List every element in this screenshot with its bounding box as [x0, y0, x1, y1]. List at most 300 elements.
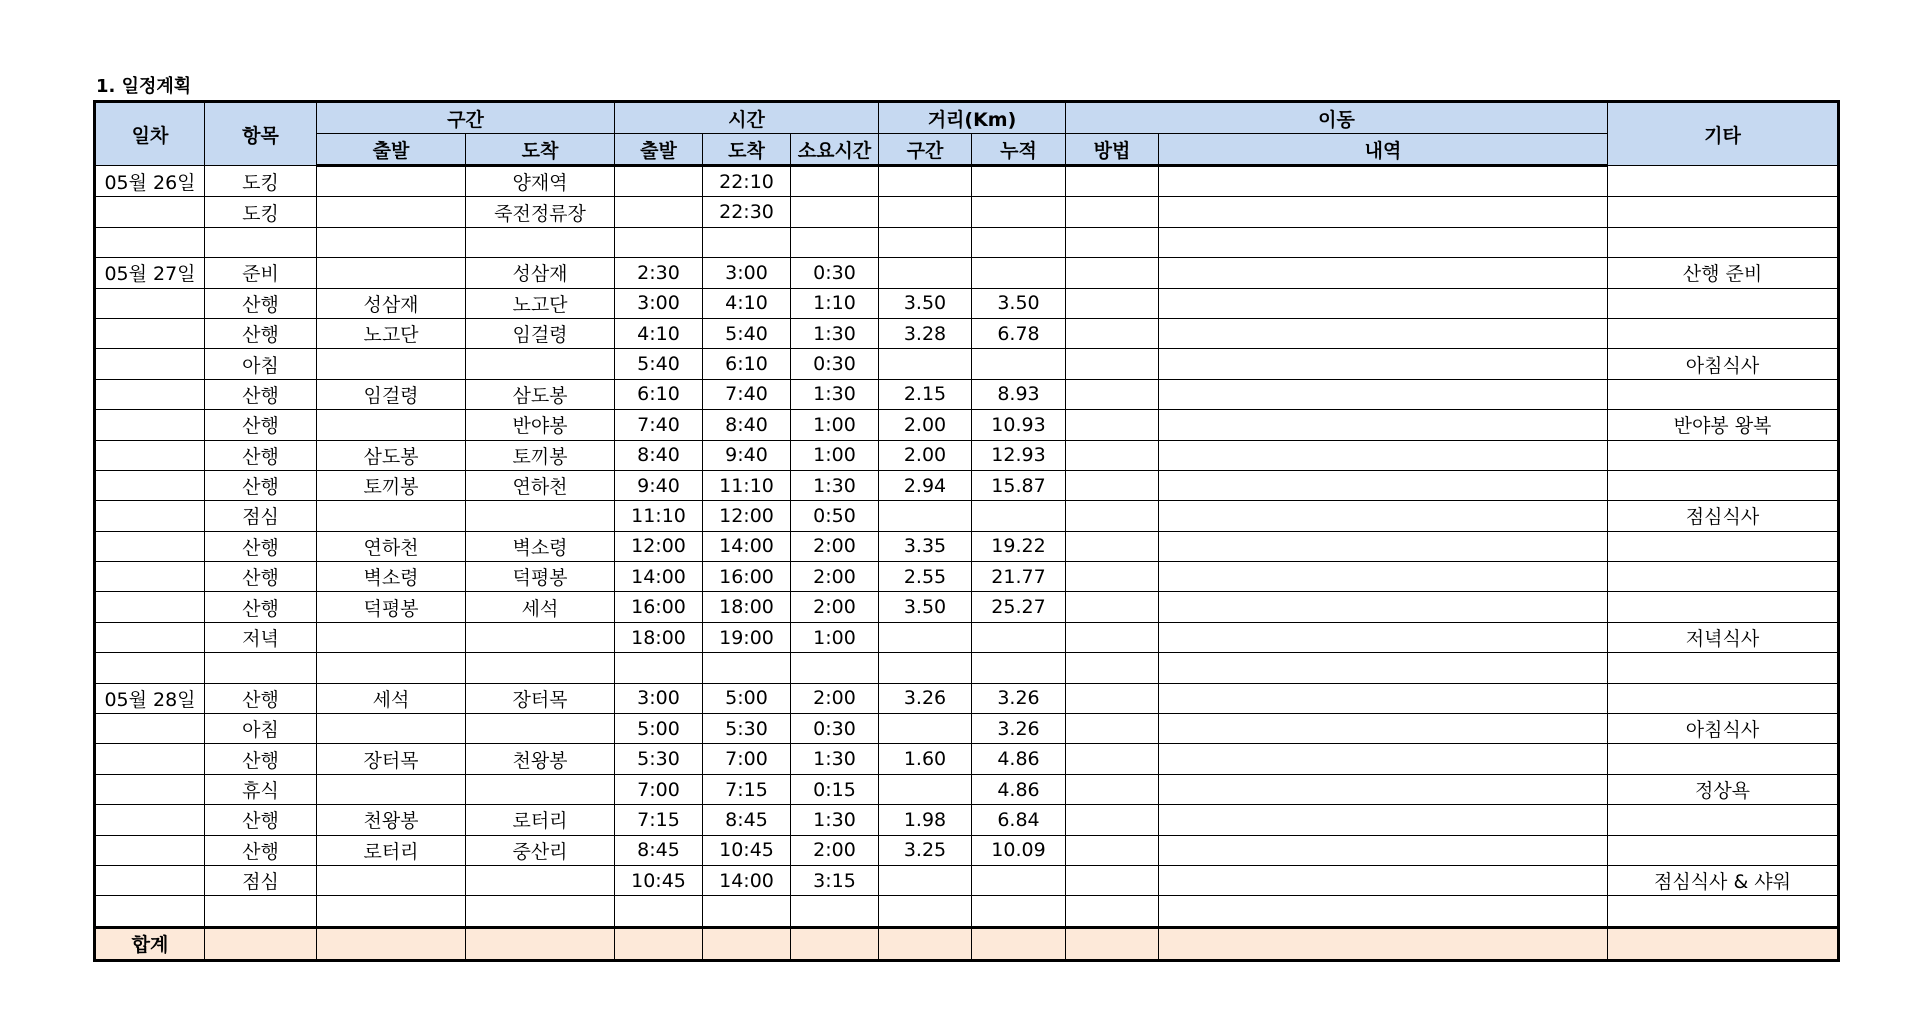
distance-cell — [879, 227, 972, 257]
time-arrive-cell: 5:00 — [703, 683, 791, 713]
cumulative-cell: 12.93 — [972, 440, 1066, 470]
time-depart-cell: 7:40 — [615, 410, 703, 440]
item-cell — [205, 227, 317, 257]
time-arrive-cell: 5:30 — [703, 714, 791, 744]
duration-cell: 3:15 — [791, 865, 879, 895]
table-row — [95, 531, 1839, 561]
to-cell: 로터리 — [466, 805, 615, 835]
time-arrive-cell — [703, 227, 791, 257]
detail-cell — [1159, 896, 1608, 927]
duration-cell: 2:00 — [791, 835, 879, 865]
to-cell: 임걸령 — [466, 318, 615, 348]
item-cell: 준비 — [205, 258, 317, 288]
time-depart-cell: 6:10 — [615, 379, 703, 409]
method-cell — [1066, 865, 1159, 895]
detail-cell — [1159, 865, 1608, 895]
from-cell: 덕평봉 — [317, 592, 466, 622]
cumulative-cell — [972, 501, 1066, 531]
duration-cell: 2:00 — [791, 531, 879, 561]
day-cell — [95, 622, 205, 652]
time-depart-cell: 8:40 — [615, 440, 703, 470]
detail-cell — [1159, 835, 1608, 865]
day-cell — [95, 288, 205, 318]
item-cell: 휴식 — [205, 774, 317, 804]
method-cell — [1066, 622, 1159, 652]
time-depart-cell: 2:30 — [615, 258, 703, 288]
note-cell — [1608, 653, 1839, 683]
header-time-arrive: 도착 — [703, 134, 791, 166]
distance-cell: 3.28 — [879, 318, 972, 348]
header-time-depart: 출발 — [615, 134, 703, 166]
from-cell — [317, 865, 466, 895]
time-arrive-cell: 4:10 — [703, 288, 791, 318]
detail-cell — [1159, 288, 1608, 318]
item-cell — [205, 653, 317, 683]
item-cell: 산행 — [205, 562, 317, 592]
distance-cell: 3.25 — [879, 835, 972, 865]
distance-cell: 2.55 — [879, 562, 972, 592]
to-cell — [466, 501, 615, 531]
method-cell — [1066, 318, 1159, 348]
cumulative-cell — [972, 622, 1066, 652]
cumulative-cell — [972, 896, 1066, 927]
time-arrive-cell: 6:10 — [703, 349, 791, 379]
table-row — [95, 653, 1839, 683]
note-cell: 아침식사 — [1608, 349, 1839, 379]
time-arrive-cell: 7:00 — [703, 744, 791, 774]
time-depart-cell: 7:00 — [615, 774, 703, 804]
detail-cell — [1159, 653, 1608, 683]
day-cell — [95, 562, 205, 592]
section-title: 1. 일정계획 — [96, 76, 192, 97]
to-cell: 중산리 — [466, 835, 615, 865]
from-cell — [317, 501, 466, 531]
time-arrive-cell: 11:10 — [703, 470, 791, 500]
to-cell: 덕평봉 — [466, 562, 615, 592]
item-cell: 산행 — [205, 805, 317, 835]
item-cell: 산행 — [205, 531, 317, 561]
table-row — [95, 288, 1839, 318]
item-cell: 산행 — [205, 683, 317, 713]
from-cell — [317, 197, 466, 227]
distance-cell: 2.94 — [879, 470, 972, 500]
cumulative-cell — [972, 258, 1066, 288]
time-arrive-cell — [703, 896, 791, 927]
from-cell — [317, 653, 466, 683]
method-cell — [1066, 379, 1159, 409]
day-cell — [95, 410, 205, 440]
header-transport-method: 방법 — [1066, 134, 1159, 166]
detail-cell — [1159, 440, 1608, 470]
day-cell — [95, 318, 205, 348]
day-cell — [95, 349, 205, 379]
from-cell: 성삼재 — [317, 288, 466, 318]
header-transport: 이동 — [1066, 102, 1608, 134]
distance-cell: 3.35 — [879, 531, 972, 561]
note-cell — [1608, 683, 1839, 713]
time-depart-cell: 16:00 — [615, 592, 703, 622]
to-cell — [466, 865, 615, 895]
from-cell — [317, 258, 466, 288]
to-cell: 세석 — [466, 592, 615, 622]
distance-cell — [879, 501, 972, 531]
duration-cell: 2:00 — [791, 683, 879, 713]
time-depart-cell: 8:45 — [615, 835, 703, 865]
detail-cell — [1159, 805, 1608, 835]
time-arrive-cell — [703, 653, 791, 683]
item-cell: 도킹 — [205, 197, 317, 227]
to-cell — [466, 774, 615, 804]
table-row — [95, 440, 1839, 470]
table-row — [95, 562, 1839, 592]
duration-cell: 0:15 — [791, 774, 879, 804]
header-item: 항목 — [205, 102, 317, 166]
detail-cell — [1159, 744, 1608, 774]
header-distance-segment: 구간 — [879, 134, 972, 166]
distance-cell — [879, 714, 972, 744]
method-cell — [1066, 440, 1159, 470]
note-cell — [1608, 197, 1839, 227]
table-row — [95, 714, 1839, 744]
to-cell — [466, 896, 615, 927]
day-cell — [95, 440, 205, 470]
duration-cell — [791, 197, 879, 227]
distance-cell — [879, 896, 972, 927]
from-cell — [317, 227, 466, 257]
duration-cell: 1:30 — [791, 805, 879, 835]
table-row — [95, 592, 1839, 622]
table-row — [95, 835, 1839, 865]
day-cell — [95, 379, 205, 409]
duration-cell — [791, 227, 879, 257]
table-row — [95, 501, 1839, 531]
duration-cell: 2:00 — [791, 592, 879, 622]
note-cell — [1608, 562, 1839, 592]
day-cell — [95, 227, 205, 257]
distance-cell — [879, 653, 972, 683]
cumulative-cell: 25.27 — [972, 592, 1066, 622]
item-cell: 점심 — [205, 501, 317, 531]
distance-cell: 2.00 — [879, 440, 972, 470]
detail-cell — [1159, 166, 1608, 197]
table-row — [95, 865, 1839, 895]
time-depart-cell: 9:40 — [615, 470, 703, 500]
distance-cell — [879, 622, 972, 652]
method-cell — [1066, 501, 1159, 531]
day-cell — [95, 197, 205, 227]
time-arrive-cell: 16:00 — [703, 562, 791, 592]
to-cell — [466, 714, 615, 744]
detail-cell — [1159, 379, 1608, 409]
method-cell — [1066, 410, 1159, 440]
header-time: 시간 — [615, 102, 879, 134]
from-cell: 노고단 — [317, 318, 466, 348]
header-time-duration: 소요시간 — [791, 134, 879, 166]
detail-cell — [1159, 592, 1608, 622]
time-depart-cell: 3:00 — [615, 683, 703, 713]
cumulative-cell: 6.78 — [972, 318, 1066, 348]
to-cell — [466, 227, 615, 257]
time-depart-cell: 10:45 — [615, 865, 703, 895]
day-cell: 05월 27일 — [95, 258, 205, 288]
detail-cell — [1159, 197, 1608, 227]
method-cell — [1066, 531, 1159, 561]
note-cell — [1608, 835, 1839, 865]
day-cell — [95, 592, 205, 622]
table-row — [95, 744, 1839, 774]
time-depart-cell — [615, 166, 703, 197]
from-cell: 삼도봉 — [317, 440, 466, 470]
header-segment-depart: 출발 — [317, 134, 466, 166]
to-cell — [466, 349, 615, 379]
note-cell — [1608, 592, 1839, 622]
to-cell: 토끼봉 — [466, 440, 615, 470]
to-cell: 양재역 — [466, 166, 615, 197]
from-cell — [317, 410, 466, 440]
table-row — [95, 379, 1839, 409]
day-cell — [95, 744, 205, 774]
note-cell: 저녁식사 — [1608, 622, 1839, 652]
time-arrive-cell: 3:00 — [703, 258, 791, 288]
method-cell — [1066, 288, 1159, 318]
detail-cell — [1159, 683, 1608, 713]
method-cell — [1066, 258, 1159, 288]
time-depart-cell: 7:15 — [615, 805, 703, 835]
header-day: 일차 — [95, 102, 205, 166]
to-cell — [466, 653, 615, 683]
schedule-table — [93, 100, 1840, 962]
note-cell — [1608, 379, 1839, 409]
item-cell: 아침 — [205, 714, 317, 744]
duration-cell: 0:50 — [791, 501, 879, 531]
duration-cell — [791, 166, 879, 197]
from-cell: 천왕봉 — [317, 805, 466, 835]
cumulative-cell: 19.22 — [972, 531, 1066, 561]
distance-cell — [879, 258, 972, 288]
note-cell: 산행 준비 — [1608, 258, 1839, 288]
distance-cell: 3.50 — [879, 288, 972, 318]
cumulative-cell — [972, 865, 1066, 895]
to-cell: 연하천 — [466, 470, 615, 500]
from-cell: 임걸령 — [317, 379, 466, 409]
distance-cell: 2.15 — [879, 379, 972, 409]
table-row — [95, 683, 1839, 713]
cumulative-cell: 10.93 — [972, 410, 1066, 440]
method-cell — [1066, 470, 1159, 500]
item-cell: 산행 — [205, 592, 317, 622]
time-depart-cell: 4:10 — [615, 318, 703, 348]
table-body — [95, 166, 1839, 928]
time-depart-cell: 5:00 — [615, 714, 703, 744]
duration-cell: 1:00 — [791, 410, 879, 440]
note-cell — [1608, 470, 1839, 500]
cumulative-cell: 15.87 — [972, 470, 1066, 500]
day-cell: 05월 28일 — [95, 683, 205, 713]
time-depart-cell: 18:00 — [615, 622, 703, 652]
from-cell — [317, 622, 466, 652]
from-cell: 벽소령 — [317, 562, 466, 592]
cumulative-cell: 4.86 — [972, 774, 1066, 804]
day-cell — [95, 714, 205, 744]
item-cell: 점심 — [205, 865, 317, 895]
note-cell: 정상욕 — [1608, 774, 1839, 804]
distance-cell: 3.26 — [879, 683, 972, 713]
duration-cell: 1:30 — [791, 318, 879, 348]
from-cell: 연하천 — [317, 531, 466, 561]
detail-cell — [1159, 774, 1608, 804]
detail-cell — [1159, 258, 1608, 288]
distance-cell: 1.60 — [879, 744, 972, 774]
cumulative-cell: 3.26 — [972, 714, 1066, 744]
header-etc: 기타 — [1608, 102, 1839, 166]
item-cell: 산행 — [205, 744, 317, 774]
time-depart-cell — [615, 197, 703, 227]
note-cell: 점심식사 & 샤워 — [1608, 865, 1839, 895]
detail-cell — [1159, 501, 1608, 531]
time-arrive-cell: 12:00 — [703, 501, 791, 531]
note-cell: 반야봉 왕복 — [1608, 410, 1839, 440]
day-cell — [95, 501, 205, 531]
to-cell: 장터목 — [466, 683, 615, 713]
note-cell — [1608, 744, 1839, 774]
detail-cell — [1159, 227, 1608, 257]
detail-cell — [1159, 562, 1608, 592]
to-cell: 성삼재 — [466, 258, 615, 288]
method-cell — [1066, 592, 1159, 622]
from-cell — [317, 774, 466, 804]
day-cell — [95, 531, 205, 561]
method-cell — [1066, 774, 1159, 804]
item-cell — [205, 896, 317, 927]
duration-cell: 0:30 — [791, 714, 879, 744]
duration-cell: 0:30 — [791, 349, 879, 379]
method-cell — [1066, 166, 1159, 197]
cumulative-cell — [972, 197, 1066, 227]
method-cell — [1066, 744, 1159, 774]
day-cell — [95, 896, 205, 927]
from-cell — [317, 714, 466, 744]
day-cell — [95, 835, 205, 865]
day-cell — [95, 470, 205, 500]
table-row — [95, 258, 1839, 288]
to-cell: 노고단 — [466, 288, 615, 318]
detail-cell — [1159, 410, 1608, 440]
duration-cell — [791, 653, 879, 683]
table-row — [95, 318, 1839, 348]
note-cell: 아침식사 — [1608, 714, 1839, 744]
cumulative-cell: 10.09 — [972, 835, 1066, 865]
item-cell: 산행 — [205, 835, 317, 865]
method-cell — [1066, 653, 1159, 683]
from-cell — [317, 896, 466, 927]
time-depart-cell: 11:10 — [615, 501, 703, 531]
note-cell: 점심식사 — [1608, 501, 1839, 531]
duration-cell: 1:30 — [791, 379, 879, 409]
header-distance-cumulative: 누적 — [972, 134, 1066, 166]
header-distance: 거리(Km) — [879, 102, 1066, 134]
total-row — [95, 927, 1839, 960]
table-row — [95, 470, 1839, 500]
table-row — [95, 410, 1839, 440]
distance-cell: 1.98 — [879, 805, 972, 835]
time-arrive-cell: 14:00 — [703, 531, 791, 561]
method-cell — [1066, 197, 1159, 227]
table-row — [95, 166, 1839, 197]
method-cell — [1066, 896, 1159, 927]
cumulative-cell: 3.26 — [972, 683, 1066, 713]
cumulative-cell — [972, 653, 1066, 683]
to-cell: 천왕봉 — [466, 744, 615, 774]
distance-cell — [879, 166, 972, 197]
detail-cell — [1159, 622, 1608, 652]
day-cell — [95, 774, 205, 804]
time-arrive-cell: 22:10 — [703, 166, 791, 197]
table-row — [95, 622, 1839, 652]
cumulative-cell: 3.50 — [972, 288, 1066, 318]
distance-cell — [879, 197, 972, 227]
method-cell — [1066, 562, 1159, 592]
time-depart-cell: 14:00 — [615, 562, 703, 592]
method-cell — [1066, 835, 1159, 865]
time-arrive-cell: 22:30 — [703, 197, 791, 227]
time-depart-cell: 5:30 — [615, 744, 703, 774]
distance-cell: 2.00 — [879, 410, 972, 440]
detail-cell — [1159, 318, 1608, 348]
item-cell: 아침 — [205, 349, 317, 379]
header-segment-arrive: 도착 — [466, 134, 615, 166]
detail-cell — [1159, 714, 1608, 744]
method-cell — [1066, 805, 1159, 835]
table-row — [95, 227, 1839, 257]
cumulative-cell: 21.77 — [972, 562, 1066, 592]
detail-cell — [1159, 531, 1608, 561]
to-cell — [466, 622, 615, 652]
time-arrive-cell: 10:45 — [703, 835, 791, 865]
note-cell — [1608, 166, 1839, 197]
table-header — [95, 102, 1839, 166]
duration-cell: 1:30 — [791, 744, 879, 774]
header-transport-detail: 내역 — [1159, 134, 1608, 166]
to-cell: 삼도봉 — [466, 379, 615, 409]
time-depart-cell: 3:00 — [615, 288, 703, 318]
from-cell — [317, 349, 466, 379]
time-arrive-cell: 8:45 — [703, 805, 791, 835]
header-segment: 구간 — [317, 102, 615, 134]
note-cell — [1608, 227, 1839, 257]
note-cell — [1608, 531, 1839, 561]
cumulative-cell — [972, 349, 1066, 379]
cumulative-cell — [972, 227, 1066, 257]
to-cell: 죽전정류장 — [466, 197, 615, 227]
duration-cell: 1:30 — [791, 470, 879, 500]
table-row — [95, 349, 1839, 379]
distance-cell — [879, 349, 972, 379]
table-row — [95, 774, 1839, 804]
cumulative-cell: 8.93 — [972, 379, 1066, 409]
method-cell — [1066, 714, 1159, 744]
time-arrive-cell: 14:00 — [703, 865, 791, 895]
to-cell: 반야봉 — [466, 410, 615, 440]
note-cell — [1608, 896, 1839, 927]
cumulative-cell: 4.86 — [972, 744, 1066, 774]
to-cell: 벽소령 — [466, 531, 615, 561]
time-depart-cell: 5:40 — [615, 349, 703, 379]
method-cell — [1066, 349, 1159, 379]
item-cell: 산행 — [205, 410, 317, 440]
duration-cell: 1:00 — [791, 440, 879, 470]
day-cell — [95, 805, 205, 835]
time-arrive-cell: 5:40 — [703, 318, 791, 348]
